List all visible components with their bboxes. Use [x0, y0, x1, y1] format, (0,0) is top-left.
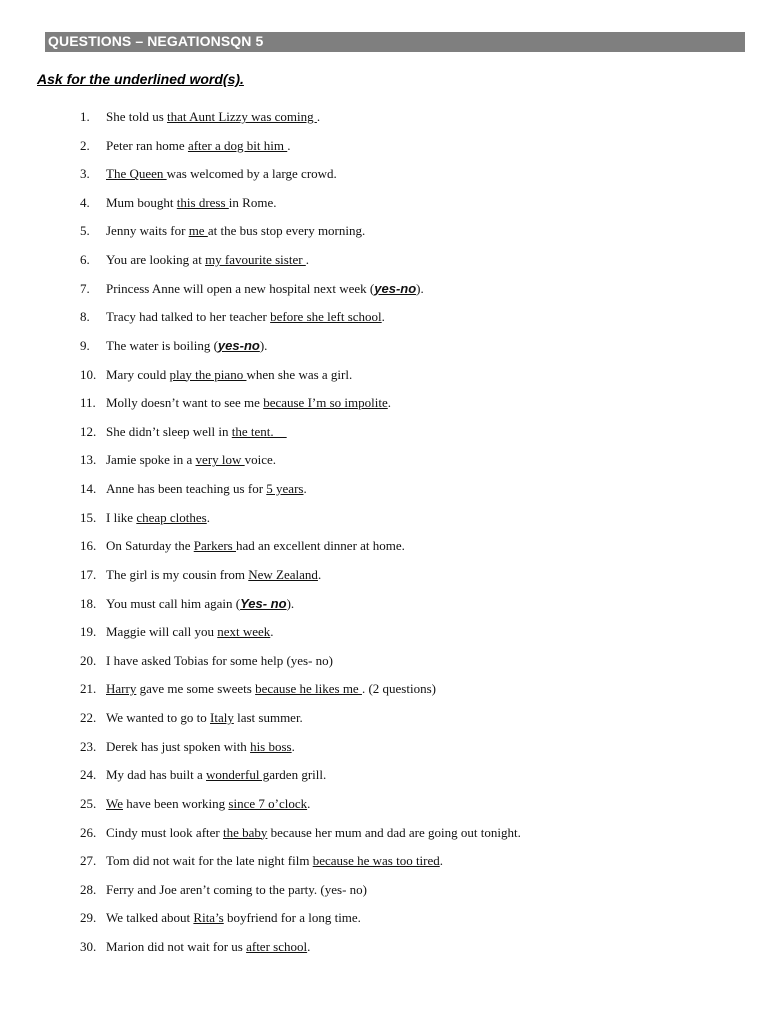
- question-number: 1.: [80, 109, 90, 124]
- underlined-word: before she left school: [270, 309, 382, 325]
- question-number: 9.: [80, 337, 90, 353]
- question-number: 23.: [80, 738, 97, 754]
- question-number: 25.: [80, 795, 97, 811]
- question-item: [80, 451, 276, 469]
- question-text: have been working: [123, 795, 229, 811]
- page-title: QUESTIONS – NEGATIONSQN 5: [48, 33, 264, 49]
- question-text: .: [381, 309, 385, 325]
- question-number: 28.: [80, 881, 97, 897]
- underlined-word: very low: [195, 452, 245, 468]
- question-number: 11.: [80, 395, 96, 411]
- question-number: 6.: [80, 252, 90, 268]
- question-item: [80, 852, 443, 870]
- instruction: Ask for the underlined word(s).: [37, 71, 244, 87]
- question-item: [80, 680, 436, 698]
- question-text: . (2 questions): [361, 681, 436, 697]
- yes-no-marker: yes-no: [217, 337, 260, 353]
- question-number: 12.: [80, 423, 97, 439]
- question-text: gave me some sweets: [136, 681, 256, 697]
- question-number: 30.: [80, 938, 97, 954]
- question-number: 17.: [80, 566, 97, 582]
- underlined-word: his boss: [250, 738, 292, 754]
- underlined-word: after a dog bit him: [187, 137, 288, 153]
- question-text: Mum bought: [106, 194, 177, 210]
- question-text: .: [270, 624, 274, 640]
- question-item: [80, 881, 367, 899]
- underlined-word: wonderful g: [206, 767, 270, 783]
- question-item: [80, 480, 307, 498]
- question-number: 16.: [80, 538, 97, 554]
- question-item: [80, 623, 274, 641]
- question-text: Peter ran home: [106, 137, 188, 153]
- question-text: Jenny waits for: [106, 223, 189, 239]
- question-number: 4.: [80, 194, 90, 210]
- question-text: voice.: [244, 452, 277, 468]
- question-number: 15.: [80, 509, 97, 525]
- question-text: .: [291, 738, 295, 754]
- question-text: On Saturday the: [106, 538, 194, 554]
- question-text: We wanted to go to: [106, 710, 211, 726]
- question-number: 19.: [80, 624, 97, 640]
- question-text: Ferry and Joe aren’t coming to the party. (yes- no): [106, 881, 368, 897]
- underlined-word: New Zealand: [248, 566, 318, 582]
- yes-no-marker: yes-no: [374, 280, 417, 296]
- underlined-word: the baby: [223, 824, 268, 840]
- question-item: [80, 108, 320, 126]
- question-text: boyfriend for a long time.: [223, 910, 361, 926]
- question-text: arden grill.: [269, 767, 327, 783]
- question-item: [80, 137, 290, 155]
- question-text: because her mum and dad are going out tonight.: [267, 824, 521, 840]
- underlined-word: this dress: [176, 194, 229, 210]
- question-number: 26.: [80, 824, 97, 840]
- question-text: We talked about: [106, 910, 194, 926]
- question-text: You must call him again (: [106, 595, 241, 611]
- question-text: My dad has built a: [106, 767, 207, 783]
- question-text: ).: [286, 595, 295, 611]
- question-item: [80, 165, 337, 183]
- question-text: ).: [259, 337, 268, 353]
- question-text: last summer.: [233, 710, 303, 726]
- question-item: [80, 909, 361, 927]
- question-text: Cindy must look after: [106, 824, 223, 840]
- question-item: [80, 938, 310, 956]
- underlined-word: play the piano: [169, 366, 247, 382]
- question-number: 22.: [80, 710, 97, 726]
- question-text: The girl is my cousin from: [106, 566, 249, 582]
- question-number: 13.: [80, 452, 97, 468]
- question-number: 7.: [80, 280, 90, 296]
- underlined-word: after school: [246, 938, 308, 954]
- question-text: .: [317, 566, 322, 582]
- underlined-word: The Queen: [106, 166, 167, 182]
- question-number: 21.: [80, 681, 97, 697]
- question-text: I like: [106, 509, 137, 525]
- question-item: [80, 366, 352, 384]
- question-text: .: [307, 795, 311, 811]
- question-text: was welcomed by a large crowd.: [166, 166, 337, 182]
- question-text: Tom did not wait for the late night film: [106, 853, 313, 869]
- question-number: 2.: [80, 137, 90, 153]
- question-item: [80, 423, 287, 441]
- question-text: Derek has just spoken with: [106, 738, 251, 754]
- underlined-word: cheap clothes: [136, 509, 207, 525]
- question-text: .: [307, 938, 311, 954]
- underlined-word: Italy: [210, 710, 234, 726]
- header-bar: [45, 32, 745, 52]
- question-number: 5.: [80, 223, 90, 239]
- question-number: 18.: [80, 595, 97, 611]
- question-number: 20.: [80, 652, 97, 668]
- question-text: The water is boiling (: [106, 337, 218, 353]
- question-text: .: [206, 509, 210, 525]
- question-item: [80, 537, 405, 555]
- question-text: when she was a girl.: [246, 366, 353, 382]
- question-text: .: [439, 853, 444, 869]
- question-text: in Rome.: [228, 194, 277, 210]
- question-item: [80, 222, 365, 240]
- underlined-word: since 7 o’clock: [228, 795, 308, 811]
- underlined-word: because he likes me: [255, 681, 362, 697]
- question-item: [80, 194, 276, 212]
- question-item: [80, 595, 294, 613]
- question-text: ).: [416, 280, 424, 296]
- underlined-word: because he was too tired: [312, 853, 440, 869]
- question-text: She didn’t sleep well in: [106, 423, 232, 439]
- question-item: [80, 766, 326, 784]
- question-item: [80, 738, 295, 756]
- question-item: [80, 509, 210, 527]
- question-number: 3.: [80, 166, 90, 182]
- underlined-word: that Aunt Lizzy was coming: [167, 109, 317, 124]
- question-text: .: [305, 252, 310, 268]
- underlined-word: 5 years: [266, 481, 304, 497]
- question-text: .: [316, 109, 321, 124]
- question-number: 24.: [80, 767, 97, 783]
- question-item: [80, 652, 333, 670]
- question-text: You are looking at: [106, 252, 206, 268]
- question-text: Anne has been teaching us for: [106, 481, 267, 497]
- question-item: [80, 251, 309, 269]
- question-number: 27.: [80, 853, 97, 869]
- question-text: Molly doesn’t want to see me: [106, 395, 264, 411]
- underlined-word: me: [188, 223, 208, 239]
- question-text: had an excellent dinner at home.: [235, 538, 405, 554]
- question-text: Marion did not wait for us: [106, 938, 247, 954]
- question-number: 14.: [80, 481, 97, 497]
- question-text: Jamie spoke in a: [106, 452, 196, 468]
- question-text: Tracy had talked to her teacher: [106, 309, 271, 325]
- underlined-word: next week: [217, 624, 271, 640]
- question-number: 29.: [80, 910, 97, 926]
- question-item: [80, 308, 385, 326]
- underlined-word: my favourite sister: [205, 252, 306, 268]
- underlined-word: Parkers: [193, 538, 236, 554]
- question-item: [80, 824, 521, 842]
- question-text: I have asked Tobias for some help (yes- no): [106, 652, 334, 668]
- underlined-word: the tent.: [231, 423, 287, 439]
- question-item: [80, 394, 391, 412]
- question-item: [80, 280, 424, 298]
- underlined-word: Rita’s: [193, 910, 224, 926]
- question-text: at the bus stop every morning.: [207, 223, 366, 239]
- question-item: [80, 566, 321, 584]
- yes-no-marker: Yes- no: [240, 595, 287, 611]
- question-text: Maggie will call you: [106, 624, 218, 640]
- question-text: .: [303, 481, 307, 497]
- question-text: Princess Anne will open a new hospital next week (: [106, 280, 375, 296]
- question-number: 10.: [80, 366, 97, 382]
- question-text: She told us: [106, 109, 168, 124]
- question-text: .: [287, 137, 291, 153]
- question-item: [80, 795, 310, 813]
- question-item: [80, 709, 303, 727]
- question-text: Mary could: [106, 366, 170, 382]
- question-item: [80, 337, 267, 355]
- question-number: 8.: [80, 309, 90, 325]
- underlined-word: We: [106, 795, 123, 811]
- question-text: .: [387, 395, 391, 411]
- underlined-word: Harry: [106, 681, 137, 697]
- underlined-word: because I’m so impolite: [263, 395, 388, 411]
